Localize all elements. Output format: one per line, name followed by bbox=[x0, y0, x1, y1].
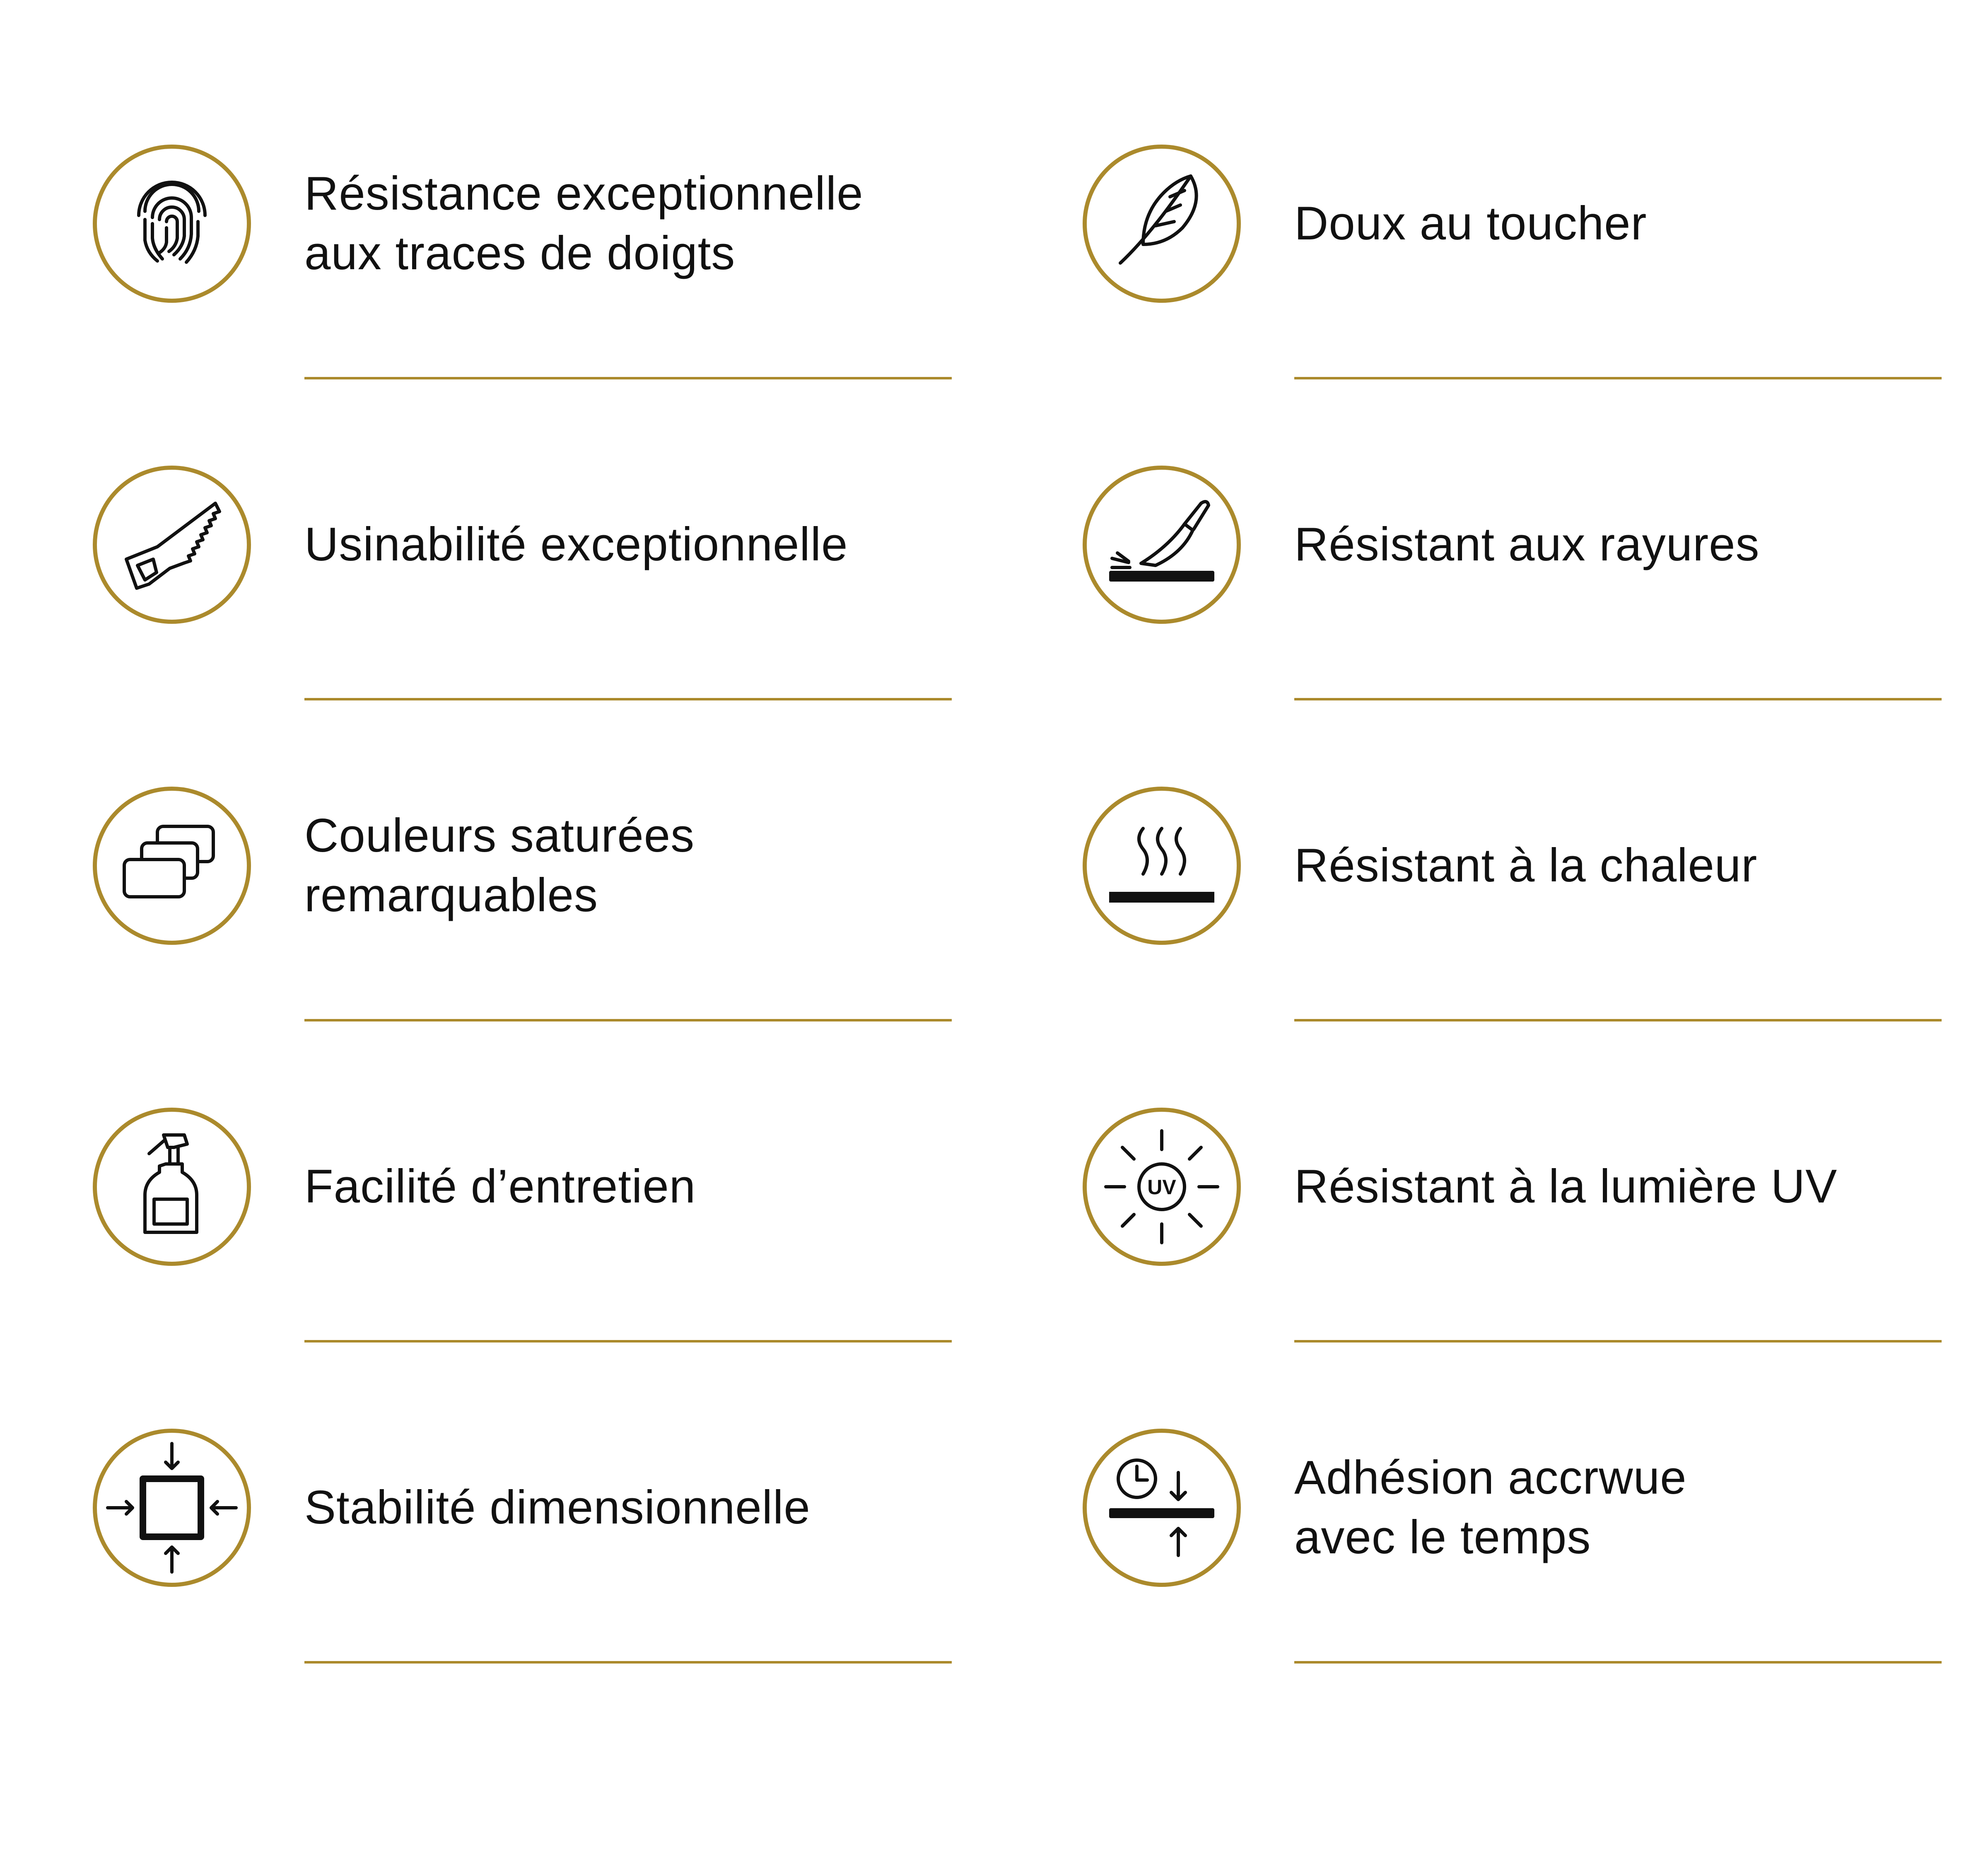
feature-item-colors bbox=[91, 785, 1002, 959]
feature-label: Résistant à la chaleur bbox=[1294, 839, 1758, 892]
divider-line bbox=[304, 698, 952, 700]
divider-line bbox=[1294, 1661, 1942, 1664]
feature-label: Facilité d’entretien bbox=[304, 1160, 696, 1213]
svg-text:UV: UV bbox=[1147, 1176, 1176, 1199]
divider-line bbox=[1294, 1019, 1942, 1021]
feature-label: Couleurs saturées remarquables bbox=[304, 809, 695, 922]
feature-item-scratch bbox=[1081, 464, 1988, 638]
feather-icon bbox=[1081, 143, 1242, 304]
feature-item-adhesion bbox=[1081, 1427, 1988, 1601]
feature-label: Résistant à la lumière UV bbox=[1294, 1160, 1838, 1213]
feature-label: Résistant aux rayures bbox=[1294, 518, 1760, 571]
heat-icon bbox=[1081, 785, 1242, 946]
feature-item-feather bbox=[1081, 143, 1988, 317]
adhesion-time-icon bbox=[1081, 1427, 1242, 1589]
divider-line bbox=[1294, 377, 1942, 379]
feature-label: Résistance exceptionnelle aux traces de doigts bbox=[304, 167, 864, 280]
feature-item-uv bbox=[1081, 1106, 1988, 1280]
feature-item-saw bbox=[91, 464, 1002, 638]
feature-item-fingerprint bbox=[91, 143, 1002, 317]
divider-line bbox=[1294, 1340, 1942, 1342]
feature-label: Doux au toucher bbox=[1294, 197, 1647, 250]
saw-icon bbox=[91, 464, 253, 625]
feature-item-spray bbox=[91, 1106, 1002, 1280]
divider-line bbox=[1294, 698, 1942, 700]
divider-line bbox=[304, 1019, 952, 1021]
fingerprint-icon bbox=[91, 143, 253, 304]
scratch-knife-icon bbox=[1081, 464, 1242, 625]
divider-line bbox=[304, 377, 952, 379]
feature-item-stability bbox=[91, 1427, 1002, 1601]
dimension-stability-icon bbox=[91, 1427, 253, 1589]
uv-sun-icon bbox=[1081, 1106, 1242, 1268]
feature-label: Stabilité dimensionnelle bbox=[304, 1481, 811, 1534]
feature-item-heat bbox=[1081, 785, 1988, 959]
feature-label: Usinabilité exceptionnelle bbox=[304, 518, 848, 571]
color-panels-icon bbox=[91, 785, 253, 946]
divider-line bbox=[304, 1340, 952, 1342]
spray-bottle-icon bbox=[91, 1106, 253, 1268]
feature-label: Adhésion accrwue avec le temps bbox=[1294, 1451, 1687, 1564]
divider-line bbox=[304, 1661, 952, 1664]
